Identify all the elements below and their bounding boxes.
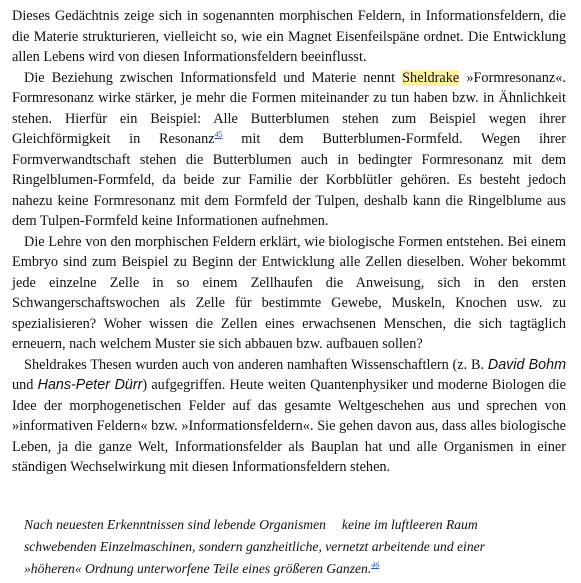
paragraph-2-start: Die Beziehung zwischen Informationsfeld und Materie nennt (24, 69, 403, 86)
highlighted-word: Sheldrake (402, 69, 460, 86)
quote-line-2: schwebenden Einzelmaschinen, sondern ganzheitliche, vernetzt arbeitende und einer (24, 539, 485, 554)
paragraph-3: Die Lehre von den morphischen Feldern erklärt, wie biologische Formen entstehen. Bei einem Embryo sind zum Beispiel zu Beginn der Entwicklung alle Zellen dieselben. Woher bekommt jede einzelne Zelle in so einem Zellhaufen die Anweisung, sich in den ersten Schwangerschaftswochen als Zelle für bestimmte Gewebe, Muskeln, Knochen usw. zu spezialisieren? Woher wissen die Zellen eines erwachsenen Menschen, die sich tagtäglich erneuern, nach welchem Muster sie sich abbauen bzw. aufbauen sollen? (12, 233, 566, 352)
paragraph-4 (12, 355, 566, 478)
quote-line-1b: keine im luftleeren Raum (341, 517, 478, 532)
paragraph-4-and: und (12, 377, 38, 393)
paragraph-1: Dieses Gedächtnis zeige sich in sogenannten morphischen Feldern, in Informationsfeldern, die die Materie strukturieren, vielleicht so, wie ein Magnet Eisenfeilspäne ordnet. Die Entwicklung allen Lebens wird von diesen Informationsfeldern beeinflusst. (12, 8, 566, 65)
paragraph-4-start: Sheldrakes Thesen wurden auch von anderen namhaften Wissenschaftlern (z. B. (24, 356, 488, 373)
paragraph-2 (12, 68, 566, 232)
quote-line-3: »höheren« Ordnung unterworfene Teile eines größeren Ganzen. (24, 561, 372, 576)
paragraph-4-end: ) aufgegriffen. Heute weiten Quantenphysiker und moderne Biologen die Idee der morphogenetischen Felder auf das gesamte Weltgeschehen aus und sprechen von »informativen Feldern« bzw. »Informationsfeldern«. Sie gehen davon aus, dass alles biologische Leben, ja die ganze Welt, Informationsfelder als Bauplan hat und alle Organismen in einer ständigen Wechselwirkung mit diesen Informationsfeldern stehen. (12, 377, 566, 475)
name-david-bohm: David Bohm (487, 356, 566, 373)
quote-line-1a: Nach neuesten Erkenntnissen sind lebende Organismen (24, 517, 326, 532)
paragraph-2-middle: »Formresonanz«. Formresonanz wirke stärker, je mehr die Formen miteinander zu tun haben bzw. in Ähnlichkeit stehen. Hierfür ein Beispiel: Alle Butterblumen stehen zum Beispiel wegen ihrer Gleichförmigkeit in Resonanz (12, 69, 566, 147)
footnote-ref-45[interactable]: 45 (214, 130, 223, 140)
paragraph-2-end: mit dem Butterblumen-Formfeld. Wegen ihrer Formverwandtschaft stehen die Butterblumen auch in bedingter Formresonanz mit dem Ringelblumen-Formfeld, da beide zur Familie der Korbblütler gehören. Es besteht jedoch nahezu keine Formresonanz mit dem Formfeld der Tulpen, deshalb kann die Ringelblume aus dem Tulpen-Formfeld keine Informationen aufnehmen. (12, 131, 567, 229)
name-hans-peter-duerr: Hans-Peter Dürr (37, 377, 143, 393)
footnote-ref-46[interactable]: 46 (371, 560, 380, 570)
block-quote (24, 514, 544, 580)
document-body (12, 6, 566, 478)
